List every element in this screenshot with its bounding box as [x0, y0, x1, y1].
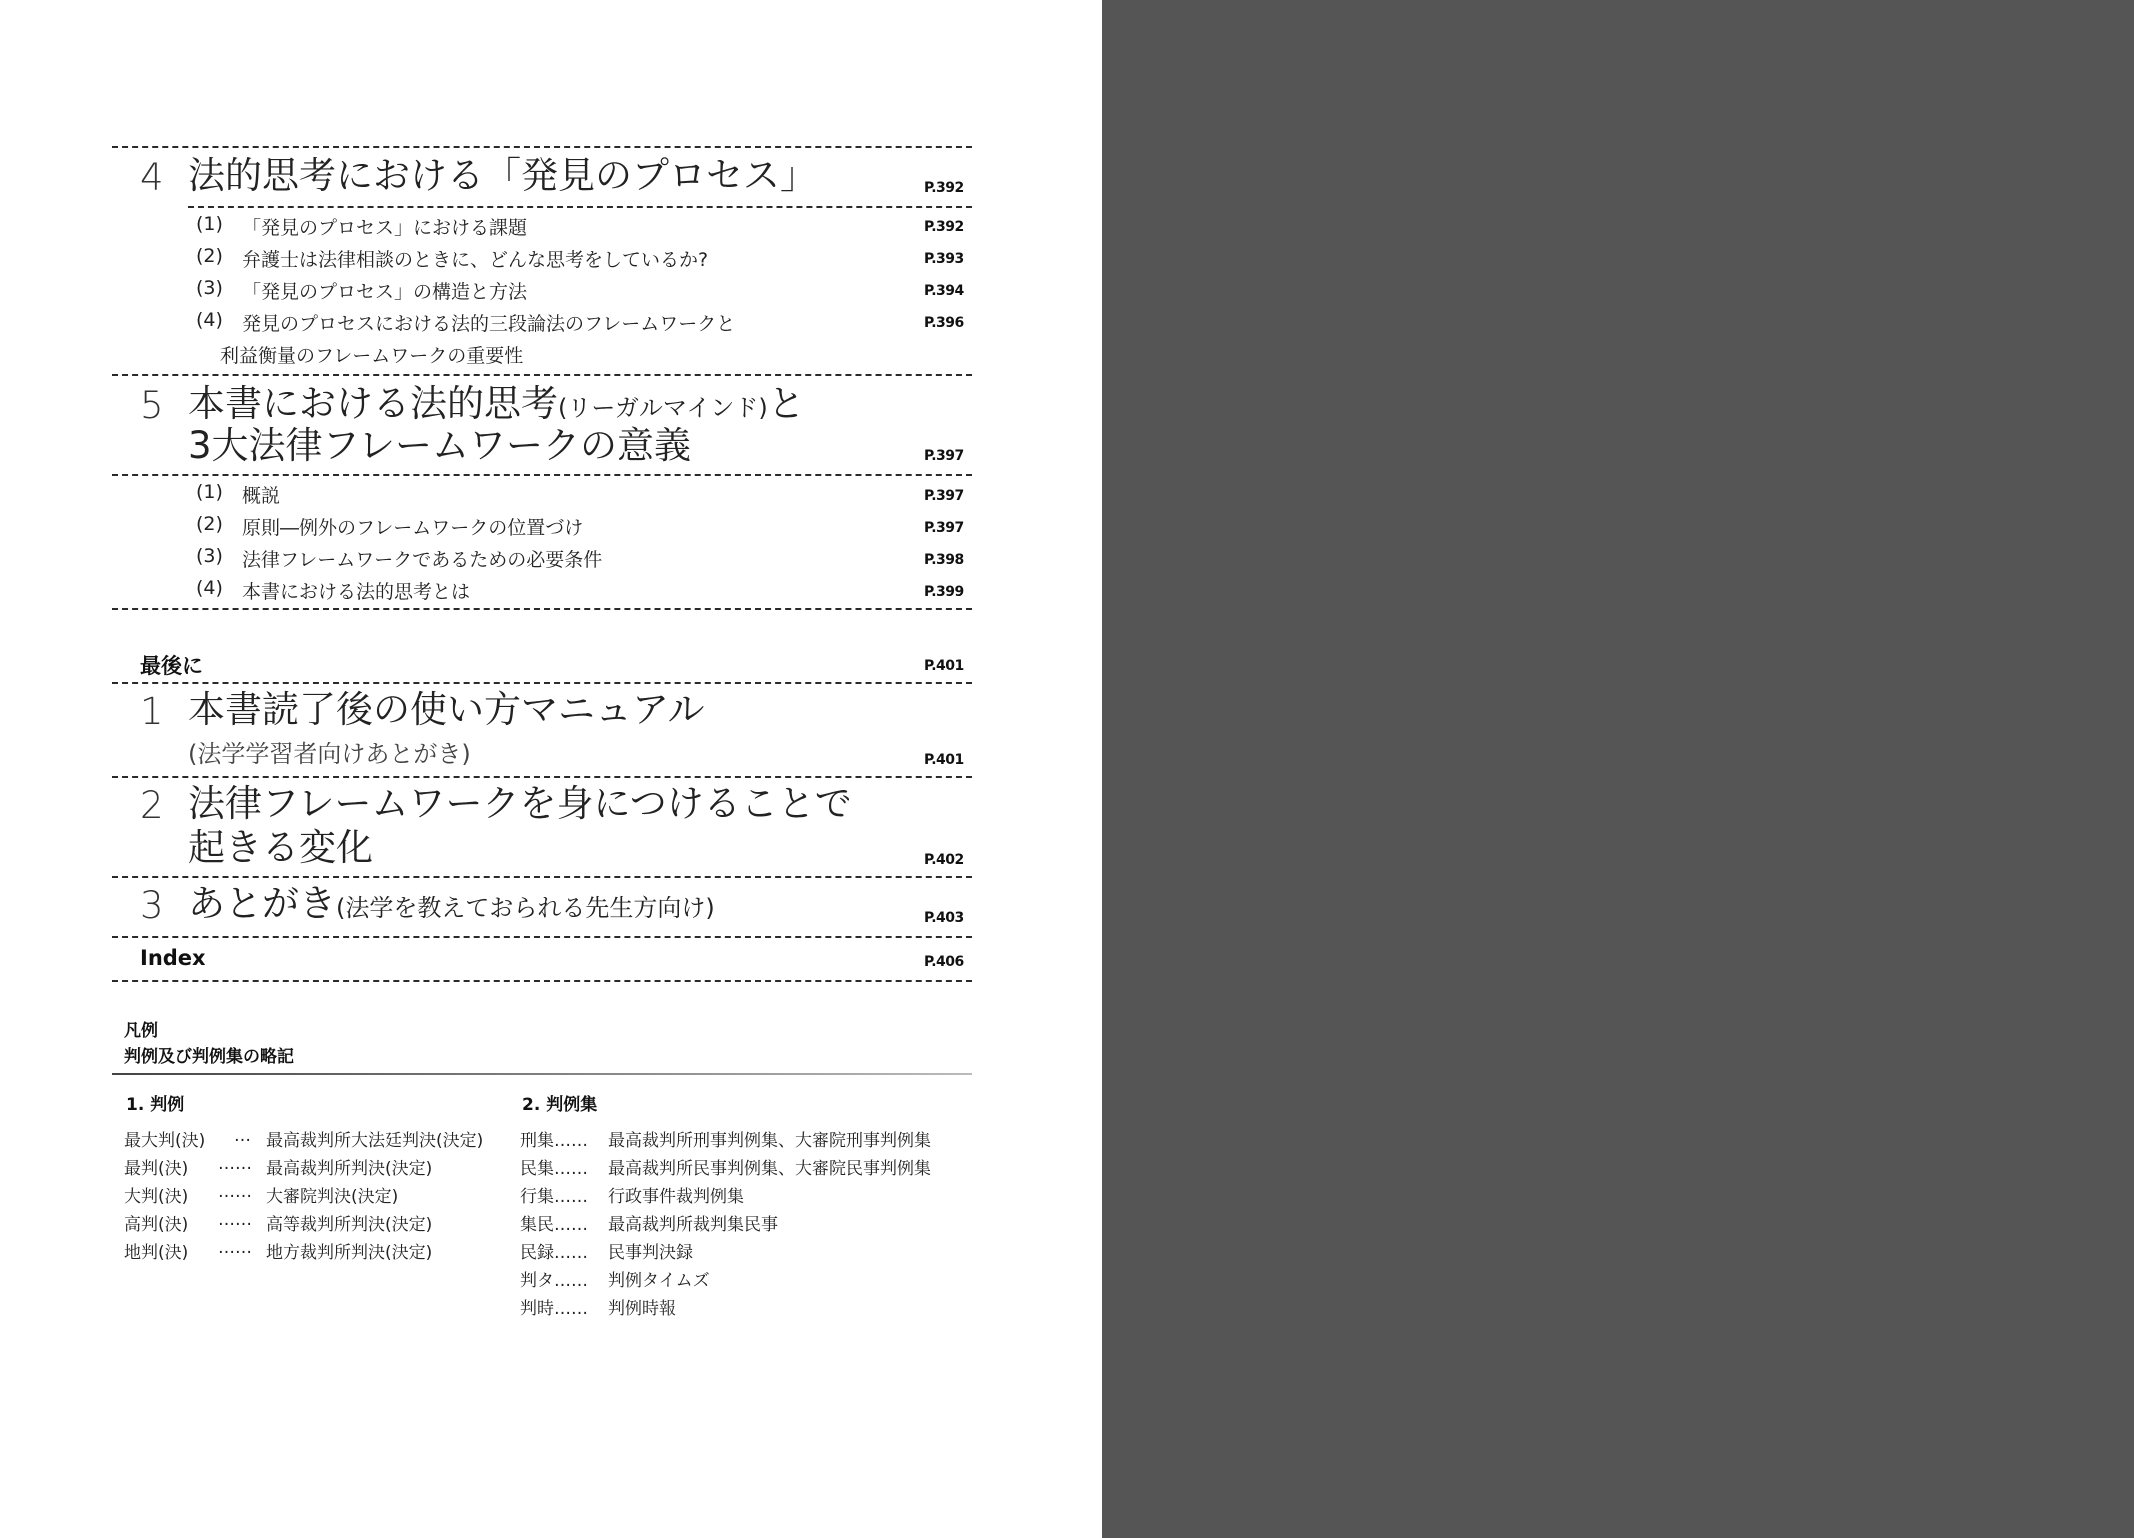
- section-number: 5: [140, 384, 164, 427]
- section-title-end: と: [767, 382, 805, 425]
- divider: [112, 936, 972, 938]
- subsection-number: (2): [196, 245, 223, 267]
- section-number: 3: [140, 884, 164, 927]
- index-heading: Index: [140, 946, 206, 970]
- chapter-heading: 最後に: [140, 654, 203, 678]
- section-number: 1: [140, 690, 164, 733]
- divider: [112, 374, 972, 376]
- subsection-number: (1): [196, 481, 223, 503]
- subsection-title: 本書における法的思考とは: [242, 581, 471, 603]
- page-ref: P.401: [924, 752, 964, 768]
- page-ref: P.403: [924, 910, 964, 926]
- section-title: 法的思考における「発見のプロセス」: [188, 154, 817, 197]
- divider: [112, 474, 972, 476]
- abbr-dots: ……: [218, 1182, 252, 1202]
- abbr-term: 大判(決): [124, 1187, 189, 1207]
- abbr-term: 最判(決): [124, 1159, 189, 1179]
- subsection-number: (1): [196, 213, 223, 235]
- page-ref: P.406: [924, 954, 964, 970]
- section-subtitle: (法学学習者向けあとがき): [188, 740, 471, 768]
- subsection-title: 法律フレームワークであるための必要条件: [242, 549, 603, 571]
- page-ref: P.396: [924, 315, 964, 331]
- section-title: 法律フレームワークを身につけることで: [188, 782, 852, 825]
- abbr-dots: ……: [218, 1154, 252, 1174]
- divider: [112, 776, 972, 778]
- section-title-line2: 起きる変化: [188, 826, 373, 869]
- blank-facing-page: [1102, 0, 2134, 1538]
- divider: [112, 980, 972, 982]
- subsection-title: 弁護士は法律相談のときに、どんな思考をしているか?: [242, 249, 709, 271]
- abbr-full: 民事判決録: [608, 1243, 693, 1263]
- divider: [112, 146, 972, 148]
- abbr-dots: ……: [218, 1210, 252, 1230]
- divider: [112, 876, 972, 878]
- page-ref: P.393: [924, 251, 964, 267]
- abbr-full: 地方裁判所判決(決定): [266, 1243, 433, 1263]
- section-title: [188, 882, 715, 930]
- abbr-full: 最高裁判所裁判集民事: [608, 1215, 778, 1235]
- section-title-main: あとがき: [188, 882, 336, 925]
- page-ref: P.397: [924, 520, 964, 536]
- abbr-term: 刑集……: [520, 1131, 588, 1151]
- subsection-title-line2: 利益衡量のフレームワークの重要性: [220, 345, 524, 367]
- section-title: [188, 382, 805, 430]
- subsection-title: 発見のプロセスにおける法的三段論法のフレームワークと: [242, 313, 736, 335]
- legend-heading: 凡例: [124, 1021, 158, 1041]
- legend-col2-title: 2. 判例集: [522, 1095, 598, 1115]
- subsection-title: 原則―例外のフレームワークの位置づけ: [242, 517, 584, 539]
- abbr-full: 高等裁判所判決(決定): [266, 1215, 433, 1235]
- section-title-main: 本書における法的思考: [188, 382, 558, 425]
- legend-rule: [112, 1073, 972, 1075]
- page-ref: P.392: [924, 219, 964, 235]
- abbr-term: 判タ……: [520, 1271, 588, 1291]
- page-ref: P.402: [924, 852, 964, 868]
- page-ref: P.401: [924, 658, 964, 674]
- page-ref: P.398: [924, 552, 964, 568]
- page-ref: P.394: [924, 283, 964, 299]
- subsection-title: 「発見のプロセス」の構造と方法: [242, 281, 528, 303]
- abbr-dots: ……: [218, 1238, 252, 1258]
- abbr-term: 最大判(決): [124, 1131, 206, 1151]
- section-number: 4: [140, 156, 164, 199]
- subsection-number: (4): [196, 309, 223, 331]
- page-ref: P.399: [924, 584, 964, 600]
- abbr-term: 高判(決): [124, 1215, 189, 1235]
- subsection-number: (2): [196, 513, 223, 535]
- abbr-full: 判例タイムズ: [608, 1271, 710, 1291]
- subsection-title: 「発見のプロセス」における課題: [242, 217, 528, 239]
- section-number: 2: [140, 784, 164, 827]
- abbr-term: 地判(決): [124, 1243, 189, 1263]
- page-ref: P.397: [924, 488, 964, 504]
- abbr-dots: …: [234, 1126, 251, 1146]
- abbr-full: 最高裁判所刑事判例集、大審院刑事判例集: [608, 1131, 931, 1151]
- divider: [112, 608, 972, 610]
- abbr-full: 最高裁判所大法廷判決(決定): [266, 1131, 484, 1151]
- subsection-number: (3): [196, 277, 223, 299]
- abbr-full: 判例時報: [608, 1299, 676, 1319]
- abbr-term: 判時……: [520, 1299, 588, 1319]
- abbr-term: 民集……: [520, 1159, 588, 1179]
- section-title: 本書読了後の使い方マニュアル: [188, 688, 705, 731]
- abbr-full: 最高裁判所判決(決定): [266, 1159, 433, 1179]
- section-title-note: (リーガルマインド): [558, 394, 768, 422]
- abbr-full: 大審院判決(決定): [266, 1187, 399, 1207]
- subsection-title: 概説: [242, 485, 281, 507]
- page-ref: P.392: [924, 180, 964, 196]
- abbr-term: 集民……: [520, 1215, 588, 1235]
- abbr-term: 民録……: [520, 1243, 588, 1263]
- section-title-note: (法学を教えておられる先生方向け): [336, 894, 715, 922]
- abbr-full: 行政事件裁判例集: [608, 1187, 744, 1207]
- page-ref: P.397: [924, 448, 964, 464]
- subsection-number: (3): [196, 545, 223, 567]
- abbr-term: 行集……: [520, 1187, 588, 1207]
- legend-subheading: 判例及び判例集の略記: [124, 1047, 294, 1067]
- subsection-number: (4): [196, 577, 223, 599]
- section-title-line2: 3大法律フレームワークの意義: [188, 424, 692, 467]
- legend-col1-title: 1. 判例: [126, 1095, 185, 1115]
- divider: [112, 682, 972, 684]
- divider: [188, 206, 972, 208]
- abbr-full: 最高裁判所民事判例集、大審院民事判例集: [608, 1159, 931, 1179]
